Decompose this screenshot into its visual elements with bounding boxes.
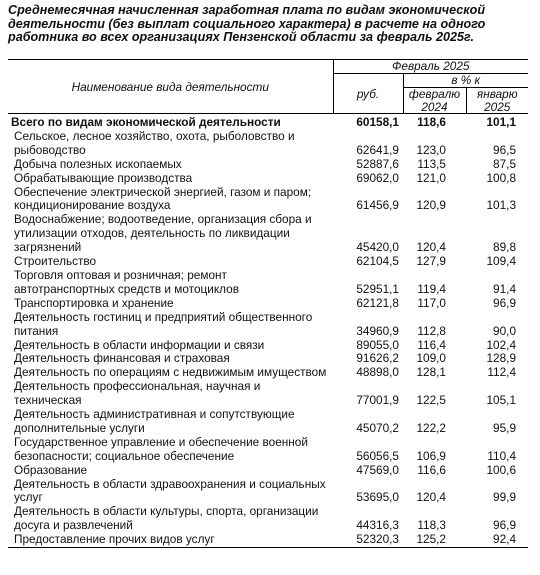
table-body bbox=[8, 114, 528, 548]
activity-name-cell: Сельское, лесное хозяйство, охота, рыболовство и рыбоводство bbox=[14, 128, 295, 157]
salary-rub-cell: 62641,9 bbox=[356, 142, 399, 157]
pct-feb-2024-cell: 116,4 bbox=[417, 337, 446, 352]
document-title: Среднемесячная начисленная заработная плата по видам экономической деятельности (без выплат социального характера) в расчете на одного работника во всех организациях Пензенской области за февраль 2025г. bbox=[8, 3, 486, 45]
pct-feb-2024-cell: 106,9 bbox=[416, 448, 446, 463]
table-row bbox=[8, 213, 528, 255]
pct-jan-2025-cell: 100,6 bbox=[486, 462, 517, 477]
pct-feb-2024-cell: 122,2 bbox=[416, 420, 446, 435]
pct-jan-2025-cell: 112,4 bbox=[487, 365, 517, 380]
activity-name-cell: Строительство bbox=[14, 254, 97, 269]
pct-jan-2025-cell: 105,1 bbox=[486, 393, 517, 408]
header-percent: в % к bbox=[403, 74, 528, 88]
pct-feb-2024-cell: 121,0 bbox=[416, 170, 446, 185]
salary-rub-cell: 89055,0 bbox=[356, 337, 399, 352]
pct-feb-2024-cell: 127,9 bbox=[416, 254, 446, 269]
activity-name-cell: Деятельность по операциям с недвижимым имуществом bbox=[14, 365, 327, 380]
salary-rub-cell: 52887,6 bbox=[356, 156, 399, 171]
pct-feb-2024-cell: 120,9 bbox=[416, 198, 446, 213]
salary-rub-cell: 34960,9 bbox=[356, 323, 399, 338]
salary-rub-cell: 52320,3 bbox=[333, 533, 403, 547]
salary-rub-cell: 62104,5 bbox=[356, 254, 399, 269]
pct-feb-2024-cell: 120,4 bbox=[416, 240, 446, 255]
table-row bbox=[8, 158, 528, 172]
activity-name-cell: Образование bbox=[14, 462, 88, 477]
activity-name-cell: Деятельность финансовая и страховая bbox=[14, 351, 230, 366]
salary-rub-cell: 91626,2 bbox=[356, 351, 399, 366]
activity-name-cell: Торговля оптовая и розничная; ремонт автотранспортных средств и мотоциклов bbox=[14, 267, 239, 296]
salary-rub-cell: 77001,9 bbox=[356, 393, 399, 408]
table-row bbox=[8, 269, 528, 297]
activity-name-cell: Деятельность в области здравоохранения и социальных услуг bbox=[14, 476, 326, 505]
header-row-period bbox=[8, 60, 528, 74]
table-row bbox=[8, 478, 528, 506]
pct-feb-2024-cell: 118,6 bbox=[417, 115, 446, 129]
pct-feb-2024-cell: 116,6 bbox=[417, 462, 446, 477]
pct-feb-2024-cell: 128,1 bbox=[416, 365, 446, 380]
header-activity-name: Наименование вида деятельности bbox=[8, 60, 333, 114]
activity-name-cell: Деятельность гостиниц и предприятий общественного питания bbox=[14, 309, 313, 338]
pct-jan-2025-cell: 101,3 bbox=[486, 198, 517, 213]
header-feb-line1: февралю bbox=[403, 88, 466, 101]
activity-name-cell: Предоставление прочих видов услуг bbox=[8, 533, 333, 547]
pct-jan-2025-cell: 99,9 bbox=[493, 490, 517, 505]
salary-rub-cell: 61456,9 bbox=[356, 198, 399, 213]
salary-rub-cell: 48898,0 bbox=[356, 365, 399, 380]
activity-name-cell: Деятельность административная и сопутствующие дополнительные услуги bbox=[14, 407, 295, 435]
pct-feb-2024-cell: 120,4 bbox=[416, 490, 446, 505]
pct-feb-2024-cell: 118,3 bbox=[417, 518, 446, 533]
pct-jan-2025-cell: 96,5 bbox=[493, 142, 517, 157]
pct-jan-2025-cell: 96,9 bbox=[493, 295, 517, 310]
table-row-total bbox=[8, 114, 528, 130]
table-row bbox=[8, 339, 528, 353]
table-row bbox=[8, 366, 528, 380]
pct-feb-2024-cell: 109,0 bbox=[416, 351, 446, 366]
pct-jan-2025-cell: 91,4 bbox=[493, 281, 517, 296]
activity-name-cell: Обеспечение электрической энергией, газом и паром; кондиционирование воздуха bbox=[14, 184, 312, 213]
salary-rub-cell: 52951,1 bbox=[356, 281, 399, 296]
header-jan-line2: 2025 bbox=[466, 101, 528, 114]
activity-name-cell: Транспортировка и хранение bbox=[14, 295, 174, 310]
salary-rub-cell: 69062,0 bbox=[356, 170, 399, 185]
pct-feb-2024-cell: 112,8 bbox=[417, 323, 446, 338]
pct-feb-2024-cell: 113,5 bbox=[417, 156, 446, 171]
activity-name-cell: Деятельность в области культуры, спорта, организации досуга и развлечений bbox=[14, 504, 319, 533]
header-feb-line2: 2024 bbox=[403, 101, 466, 114]
activity-name-cell: Обрабатывающие производства bbox=[14, 170, 193, 185]
salary-rub-cell: 60158,1 bbox=[356, 115, 399, 129]
salary-table bbox=[8, 59, 528, 548]
table-row bbox=[8, 352, 528, 366]
pct-feb-2024-cell: 123,0 bbox=[416, 142, 446, 157]
pct-feb-2024-cell: 125,2 bbox=[403, 533, 466, 547]
salary-rub-cell: 44316,3 bbox=[356, 518, 399, 533]
pct-jan-2025-cell: 96,9 bbox=[493, 518, 517, 533]
salary-rub-cell: 47569,0 bbox=[356, 462, 399, 477]
table-row bbox=[8, 408, 528, 436]
table-row bbox=[8, 297, 528, 311]
pct-jan-2025-cell: 109,4 bbox=[486, 254, 517, 269]
activity-name-cell: Водоснабжение; водоотведение, организация сбора и утилизации отходов, деятельность по ликвидации загрязнений bbox=[14, 212, 312, 255]
salary-rub-cell: 45070,2 bbox=[356, 420, 399, 435]
table-row bbox=[8, 505, 528, 533]
table-row bbox=[8, 533, 528, 547]
pct-jan-2025-cell: 128,9 bbox=[486, 351, 517, 366]
table-row bbox=[8, 436, 528, 464]
activity-name-cell: Всего по видам экономической деятельности bbox=[11, 115, 281, 129]
pct-feb-2024-cell: 119,4 bbox=[417, 281, 446, 296]
pct-jan-2025-cell: 100,8 bbox=[486, 170, 517, 185]
pct-jan-2025-cell: 102,4 bbox=[486, 337, 517, 352]
pct-jan-2025-cell: 90,0 bbox=[493, 323, 517, 338]
pct-feb-2024-cell: 117,0 bbox=[417, 295, 446, 310]
table-row bbox=[8, 464, 528, 478]
table-row bbox=[8, 380, 528, 408]
table-row bbox=[8, 255, 528, 269]
salary-rub-cell: 62121,8 bbox=[356, 295, 399, 310]
activity-name-cell: Деятельность в области информации и связи bbox=[14, 337, 265, 352]
pct-jan-2025-cell: 95,9 bbox=[493, 420, 517, 435]
pct-jan-2025-cell: 92,4 bbox=[466, 533, 528, 547]
salary-rub-cell: 53695,0 bbox=[356, 490, 399, 505]
salary-rub-cell: 45420,0 bbox=[356, 240, 399, 255]
activity-name-cell: Государственное управление и обеспечение военной безопасности; социальное обеспечение bbox=[14, 434, 308, 463]
table-row bbox=[8, 130, 528, 158]
table-row bbox=[8, 186, 528, 214]
pct-jan-2025-cell: 87,5 bbox=[493, 156, 517, 171]
activity-name-cell: Добыча полезных ископаемых bbox=[14, 156, 182, 171]
activity-name-cell: Деятельность профессиональная, научная и техническая bbox=[14, 379, 261, 408]
header-rub: руб. bbox=[333, 74, 403, 114]
pct-jan-2025-cell: 110,4 bbox=[487, 448, 517, 463]
pct-jan-2025-cell: 89,8 bbox=[493, 240, 517, 255]
table-row bbox=[8, 172, 528, 186]
salary-rub-cell: 56056,5 bbox=[356, 448, 399, 463]
pct-jan-2025-cell: 101,1 bbox=[486, 115, 517, 129]
table-row bbox=[8, 311, 528, 339]
header-period: Февраль 2025 bbox=[333, 60, 528, 74]
header-jan-line1: январю bbox=[476, 87, 518, 101]
pct-feb-2024-cell: 122,5 bbox=[416, 393, 446, 408]
